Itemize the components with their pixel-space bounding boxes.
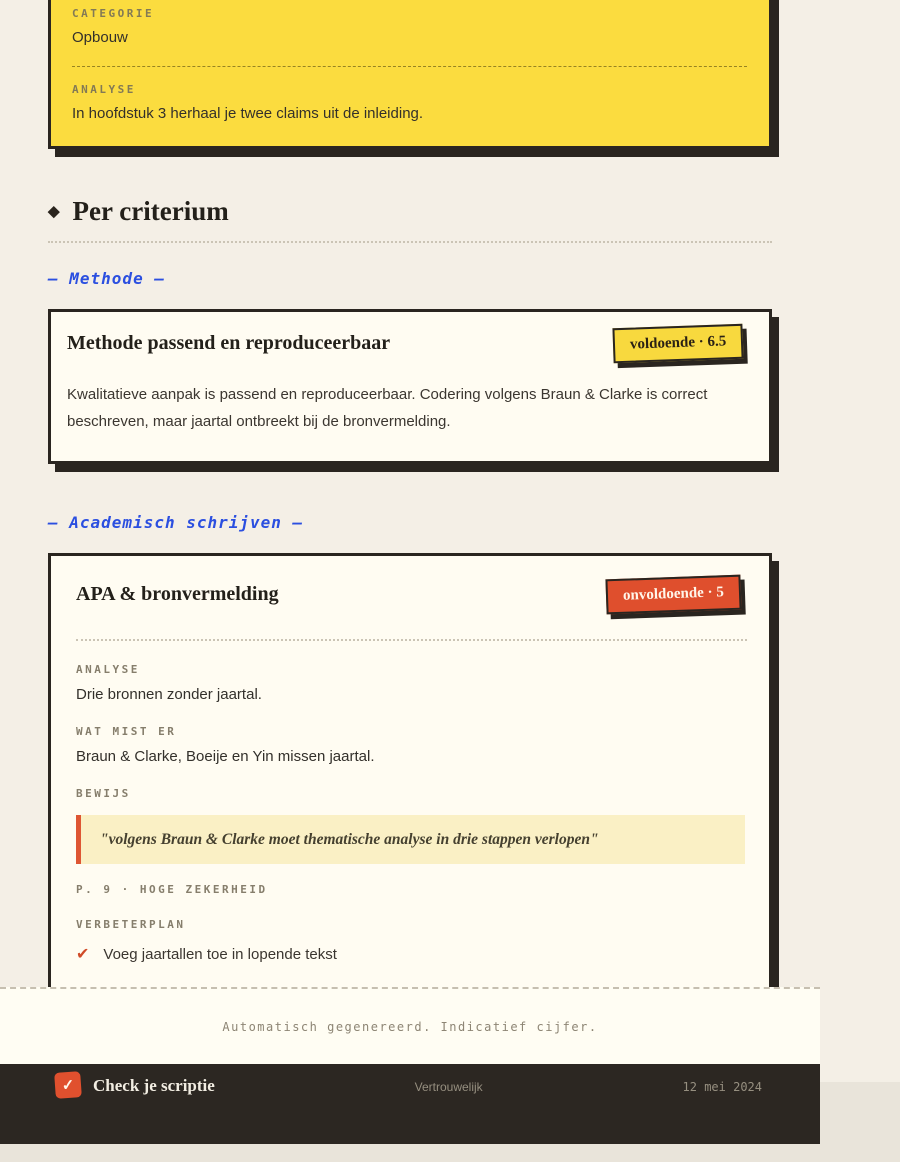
- criterion-title: Methode passend en reproduceerbaar: [67, 332, 391, 354]
- plan-item: [76, 944, 747, 964]
- category-value: Opbouw: [72, 29, 128, 46]
- analyse-field: [76, 663, 747, 703]
- criterion-header: [67, 326, 749, 361]
- analysis-label: ANALYSE: [72, 83, 136, 96]
- section-divider: [48, 241, 772, 243]
- footer-date: 12 mei 2024: [682, 1080, 762, 1094]
- page-confidence-meta: P. 9 · HOGE ZEKERHEID: [76, 883, 268, 896]
- wat-mist-field: [76, 725, 747, 765]
- score-badge-fail: onvoldoende · 5: [606, 575, 742, 615]
- plan-item-text: Voeg jaartallen toe in lopende tekst: [103, 945, 337, 963]
- summary-card: [48, 0, 772, 149]
- evidence-quote: [76, 815, 745, 864]
- group-label-academisch-schrijven: — Academisch schrijven —: [48, 513, 304, 532]
- criterion-header: [76, 577, 747, 612]
- card-divider: [76, 639, 747, 641]
- footer-bar: [0, 1064, 820, 1144]
- brand-check-logo-icon: ✓: [54, 1071, 82, 1099]
- wat-mist-value: Braun & Clarke, Boeije en Yin missen jaartal.: [76, 748, 375, 765]
- footer-disclaimer: Automatisch gegenereerd. Indicatief cijfer.: [222, 1019, 598, 1034]
- verbeterplan-label: VERBETERPLAN: [76, 918, 186, 931]
- diamond-icon: ◆: [48, 204, 60, 220]
- criterion-card-methode: [48, 309, 772, 464]
- criterion-body: Kwalitatieve aanpak is passend en reproduceerbaar. Codering volgens Braun & Clarke is correct beschreven, maar jaartal ontbreekt bij de bronvermelding.: [67, 386, 708, 430]
- category-label: CATEGORIE: [72, 7, 155, 20]
- bewijs-label: BEWIJS: [76, 787, 131, 800]
- section-title: Per criterium: [72, 196, 229, 226]
- criterion-card-apa: [48, 553, 772, 1009]
- analyse-label: ANALYSE: [76, 663, 140, 676]
- group-label-methode: — Methode —: [48, 269, 165, 288]
- criterion-title: APA & bronvermelding: [76, 583, 279, 605]
- section-heading: [48, 196, 820, 227]
- quote-text: "volgens Braun & Clarke moet thematische analyse in drie stappen verlopen": [100, 831, 599, 848]
- brand-name: Check je scriptie: [93, 1076, 215, 1095]
- footer: [0, 987, 820, 1144]
- score-badge-pass: voldoende · 6.5: [612, 324, 743, 364]
- footer-center-text: Vertrouwelijk: [414, 1080, 483, 1094]
- wat-mist-label: WAT MIST ER: [76, 725, 177, 738]
- bewijs-field: [76, 787, 747, 864]
- verbeterplan-field: [76, 918, 747, 964]
- checkmark-icon: ✔: [76, 946, 90, 963]
- footer-note-band: [0, 987, 820, 1064]
- analyse-value: Drie bronnen zonder jaartal.: [76, 686, 262, 703]
- summary-card-divider: [72, 66, 747, 67]
- analysis-value: In hoofdstuk 3 herhaal je twee claims uit de inleiding.: [72, 105, 424, 122]
